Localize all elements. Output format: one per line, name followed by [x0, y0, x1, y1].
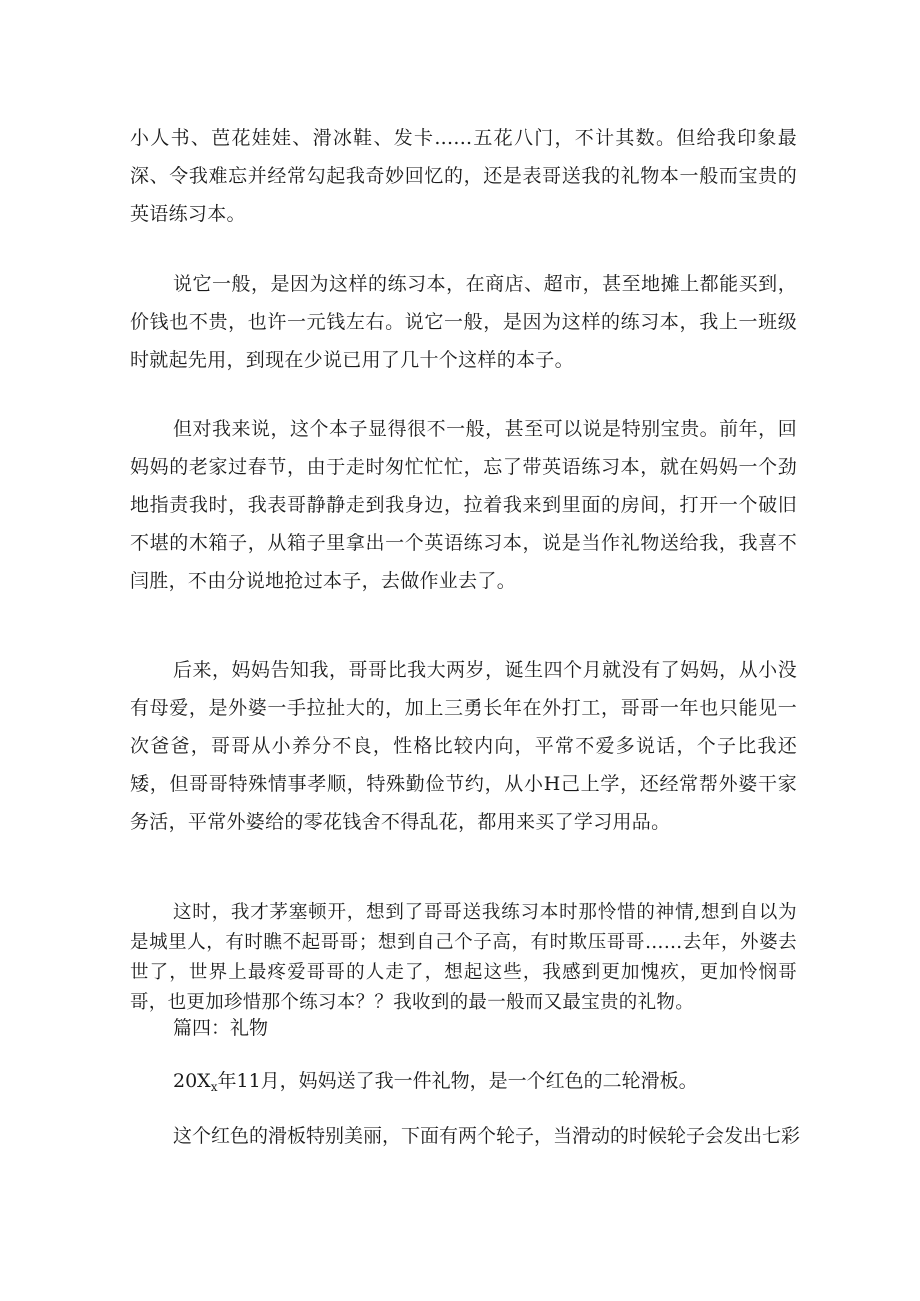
year-prefix: 20X — [173, 1070, 211, 1092]
paragraph-2: 说它一般，是因为这样的练习本，在商店、超市，甚至地摊上都能买到，价钱也不贵，也许一元钱左右。说它一般，是因为这样的练习本，我上一班级时就起先用，到现在少说已用了几十个这样的本子。 — [130, 273, 797, 371]
section-heading: 篇四：礼物 — [173, 1017, 269, 1039]
paragraph-7: 这个红色的滑板特别美丽，下面有两个轮子，当滑动的时候轮子会发出七彩 — [173, 1125, 801, 1147]
paragraph-4: 后来，妈妈告知我，哥哥比我大两岁，诞生四个月就没有了妈妈，从小没有母爱，是外婆一手拉扯大的，加上三勇长年在外打工，哥哥一年也只能见一次爸爸，哥哥从小养分不良，性格比较内向，平常不爱多说话，个子比我还矮，但哥哥特殊情事孝顺，特殊勤俭节约，从小H己上学，还经常帮外婆干家务活，平常外婆给的零花钱舍不得乱花，都用来买了学习用品。 — [130, 659, 797, 833]
paragraph-5: 这时，我才茅塞顿开，想到了哥哥送我练习本时那怜惜的神情,想到自以为是城里人，有时瞧不起哥哥；想到自己个子高，有时欺压哥哥……去年，外婆去世了，世界上最疼爱哥哥的人走了，想起这些，我感到更加愧疚，更加怜悯哥哥，也更加珍惜那个练习本？？我收到的最一般而又最宝贵的礼物。 — [130, 902, 797, 1013]
paragraph-3: 但对我来说，这个本子显得很不一般，甚至可以说是特别宝贵。前年，回妈妈的老家过春节，由于走时匆忙忙忙，忘了带英语练习本，就在妈妈一个劲地指责我时，我表哥静静走到我身边，拉着我来到里面的房间，打开一个破旧不堪的木箱子，从箱子里拿出一个英语练习本，说是当作礼物送给我，我喜不闫胜，不由分说地抢过本子，去做作业去了。 — [130, 418, 797, 592]
year-subscript: x — [210, 1080, 218, 1094]
paragraph-1: 小人书、芭花娃娃、滑冰鞋、发卡......五花八门，不计其数。但给我印象最深、令我难忘并经常勾起我奇妙回忆的，还是表哥送我的礼物本一般而宝贵的英语练习本。 — [130, 127, 797, 225]
paragraph-6-text: 年11月，妈妈送了我一件礼物，是一个红色的二轮滑板。 — [217, 1070, 698, 1092]
paragraph-6 — [173, 1066, 698, 1102]
